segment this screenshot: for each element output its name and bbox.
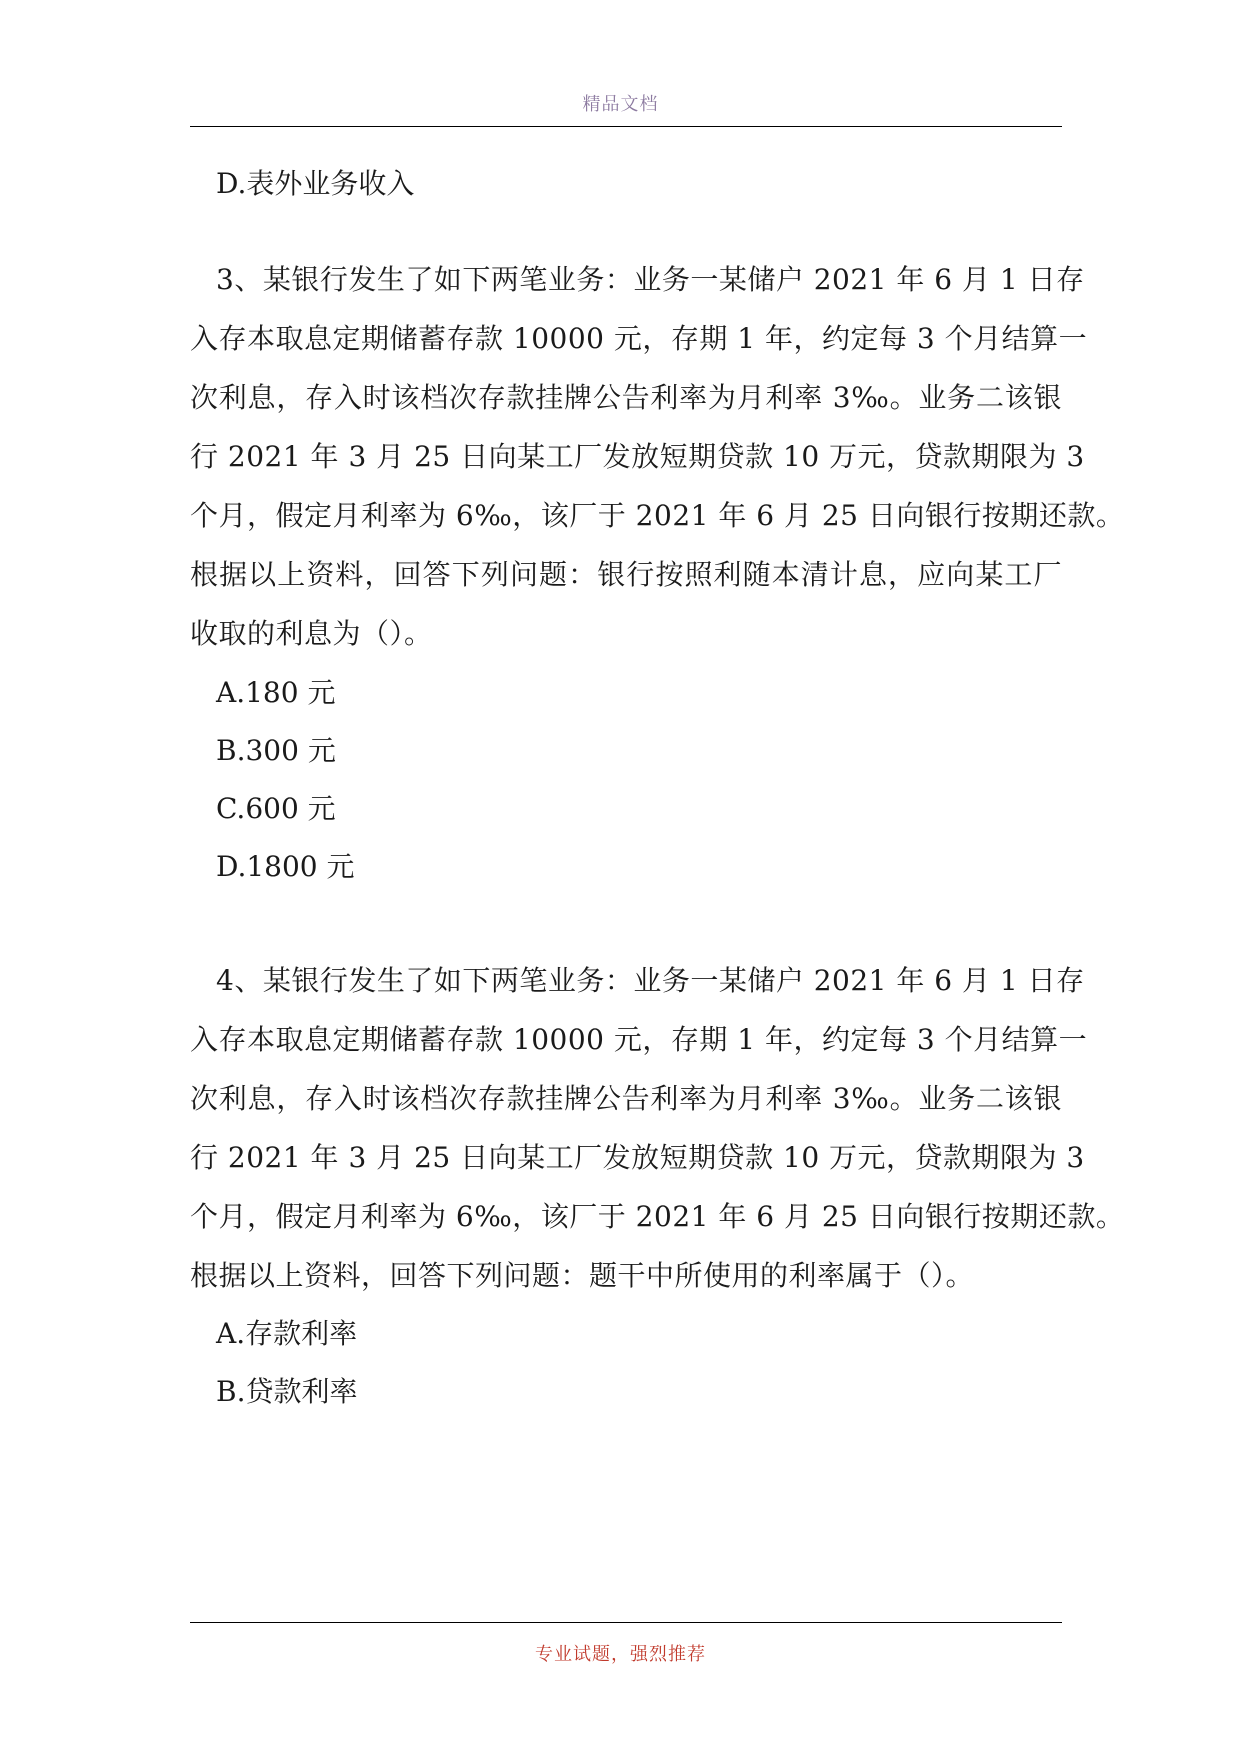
- question-3-line-2: 入存本取息定期储蓄存款 10000 元，存期 1 年，约定每 3 个月结算一: [190, 322, 1088, 355]
- question-3-option-a: A.180 元: [216, 676, 336, 709]
- header-divider: [190, 126, 1062, 127]
- question-3-line-3: 次利息，存入时该档次存款挂牌公告利率为月利率 3‰。业务二该银: [190, 381, 1062, 414]
- question-4-line-1: 4、某银行发生了如下两笔业务：业务一某储户 2021 年 6 月 1 日存: [216, 964, 1085, 997]
- question-4-line-3: 次利息，存入时该档次存款挂牌公告利率为月利率 3‰。业务二该银: [190, 1082, 1062, 1115]
- prev-question-option-d: D.表外业务收入: [216, 167, 415, 200]
- question-3-option-b: B.300 元: [216, 734, 336, 767]
- question-3-line-4: 行 2021 年 3 月 25 日向某工厂发放短期贷款 10 万元，贷款期限为 3: [190, 440, 1085, 473]
- question-3-line-6: 根据以上资料，回答下列问题：银行按照利随本清计息，应向某工厂: [190, 558, 1062, 591]
- question-4-line-5: 个月，假定月利率为 6‰，该厂于 2021 年 6 月 25 日向银行按期还款。: [190, 1200, 1125, 1233]
- question-4-option-b: B.贷款利率: [216, 1375, 358, 1408]
- page-footer-text: 专业试题，强烈推荐: [535, 1644, 706, 1665]
- question-4-line-4: 行 2021 年 3 月 25 日向某工厂发放短期贷款 10 万元，贷款期限为 3: [190, 1141, 1085, 1174]
- page-header-title: 精品文档: [582, 94, 659, 115]
- question-4-line-2: 入存本取息定期储蓄存款 10000 元，存期 1 年，约定每 3 个月结算一: [190, 1023, 1088, 1056]
- question-4-option-a: A.存款利率: [216, 1317, 358, 1350]
- question-3-option-c: C.600 元: [216, 792, 336, 825]
- question-3-option-d: D.1800 元: [216, 850, 355, 883]
- question-3-line-1: 3、某银行发生了如下两笔业务：业务一某储户 2021 年 6 月 1 日存: [216, 263, 1085, 296]
- question-3-line-5: 个月，假定月利率为 6‰，该厂于 2021 年 6 月 25 日向银行按期还款。: [190, 499, 1125, 532]
- question-3-line-7: 收取的利息为（）。: [190, 617, 433, 650]
- footer-divider: [190, 1622, 1062, 1623]
- question-4-line-6: 根据以上资料，回答下列问题：题干中所使用的利率属于（）。: [190, 1259, 975, 1292]
